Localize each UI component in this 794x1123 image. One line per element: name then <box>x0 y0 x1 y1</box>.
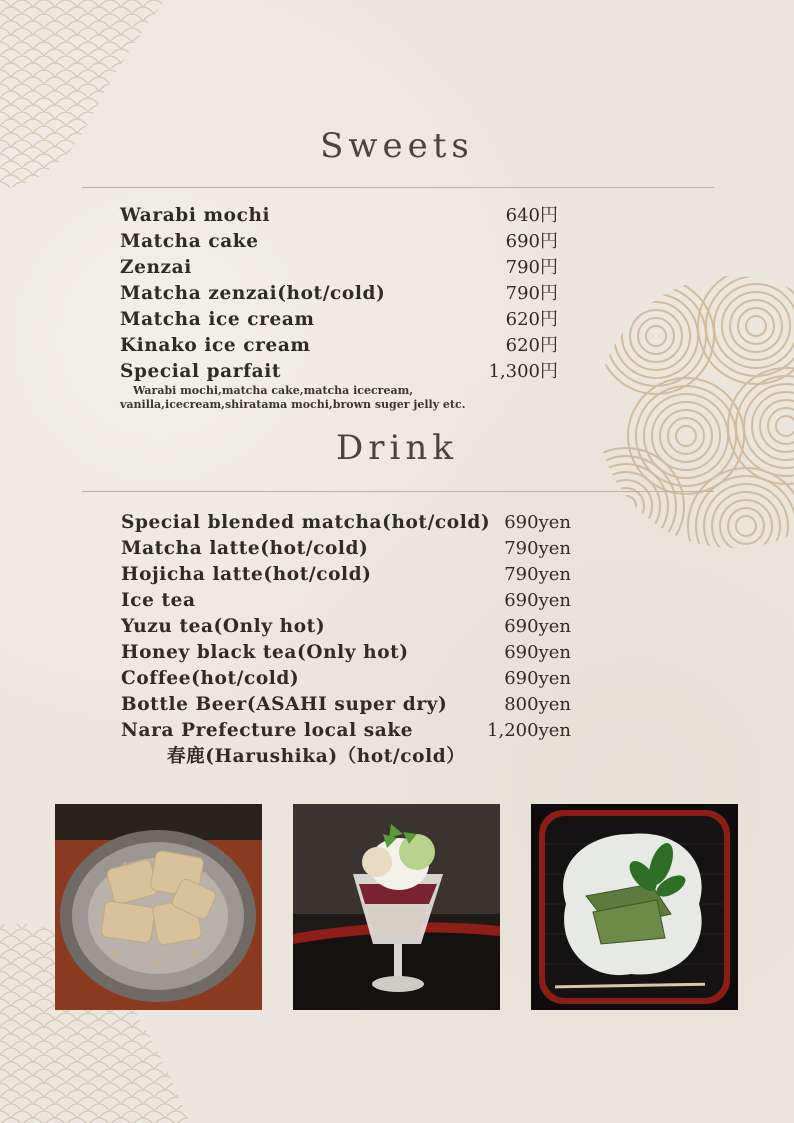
menu-item-name: Coffee(hot/cold) <box>121 668 300 689</box>
menu-item-name: Special parfait <box>120 361 282 382</box>
menu-item-name: Matcha zenzai(hot/cold) <box>120 283 386 304</box>
menu-item-name: Ice tea <box>121 590 196 611</box>
warabi-mochi-photo <box>55 804 262 1010</box>
sake-subline: 春鹿(Harushika)（hot/cold） <box>167 746 466 767</box>
menu-item-name: Bottle Beer(ASAHI super dry) <box>121 694 448 715</box>
menu-item-name: Yuzu tea(Only hot) <box>121 616 326 637</box>
menu-item-price: 620円 <box>505 335 558 356</box>
menu-item-price: 690yen <box>504 512 571 533</box>
menu-item-name: Hojicha latte(hot/cold) <box>121 564 372 585</box>
menu-item-price: 790円 <box>505 283 558 304</box>
menu-item-price: 620円 <box>505 309 558 330</box>
menu-item-name: Matcha cake <box>120 231 259 252</box>
menu-item-name: Matcha ice cream <box>120 309 315 330</box>
menu-item-price: 790yen <box>504 538 571 559</box>
menu-item-name: Nara Prefecture local sake <box>121 720 414 741</box>
menu-item-price: 690yen <box>504 590 571 611</box>
menu-item-price: 640円 <box>505 205 558 226</box>
menu-item-price: 800yen <box>504 694 571 715</box>
menu-item-price: 690yen <box>504 668 571 689</box>
menu-item-price: 690yen <box>504 616 571 637</box>
menu-item-name: Matcha latte(hot/cold) <box>121 538 369 559</box>
menu-item-price: 690円 <box>505 231 558 252</box>
menu-item-price: 1,200yen <box>487 720 571 741</box>
menu-item-name: Honey black tea(Only hot) <box>121 642 409 663</box>
menu-item-price: 790円 <box>505 257 558 278</box>
parfait-description-line-2: vanilla,icecream,shiratama mochi,brown suger jelly etc. <box>120 398 466 411</box>
parfait-description-line-1: Warabi mochi,matcha cake,matcha icecream, <box>133 384 414 397</box>
matcha-cake-photo <box>531 804 738 1010</box>
menu-item-price: 690yen <box>504 642 571 663</box>
menu-item-name: Warabi mochi <box>120 205 271 226</box>
menu-item-price: 1,300円 <box>488 361 558 382</box>
menu-item-name: Special blended matcha(hot/cold) <box>121 512 491 533</box>
drink-heading: Drink <box>336 428 458 468</box>
parfait-photo <box>293 804 500 1010</box>
sweets-divider <box>82 187 714 188</box>
menu-item-name: Zenzai <box>120 257 192 278</box>
menu-item-price: 790yen <box>504 564 571 585</box>
menu-item-name: Kinako ice cream <box>120 335 311 356</box>
sweets-heading: Sweets <box>320 126 474 166</box>
circle-arc-ornament <box>596 276 794 548</box>
drink-divider <box>82 491 714 492</box>
